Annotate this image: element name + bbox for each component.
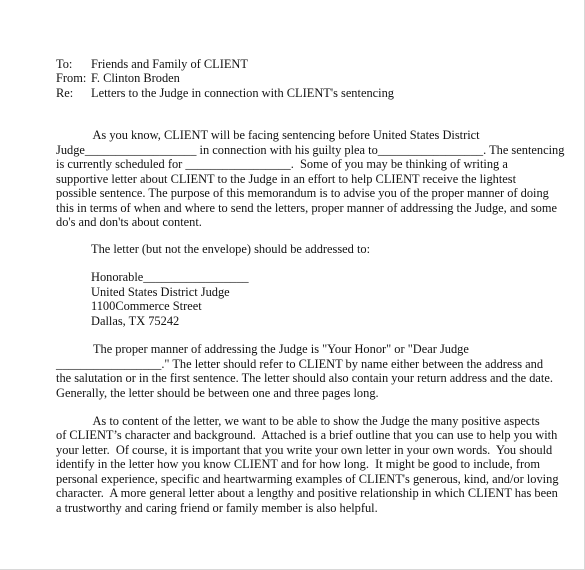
re-label: Re: [56,86,74,100]
paragraph-line: a trustworthy and caring friend or family member is also helpful. [56,501,378,515]
paragraph-line: _________________." The letter should refer to CLIENT by name either between the address and [56,357,544,371]
to-label: To: [56,57,73,71]
paragraph-line: your letter. Of course, it is important that you write your own letter in your own words. You should [56,443,553,457]
from-label: From: [56,71,87,85]
re-value: Letters to the Judge in connection with CLIENT's sentencing [91,86,394,100]
paragraph-line: the salutation or in the first sentence. The letter should also contain your return address and the date. [56,371,553,385]
paragraph-line: possible sentence. The purpose of this memorandum is to advise you of the proper manner of doing [56,186,549,200]
to-value: Friends and Family of CLIENT [91,57,248,71]
address-line: 1100Commerce Street [91,299,202,313]
paragraph-line: As to content of the letter, we want to be able to show the Judge the many positive aspects [56,414,540,428]
paragraph-line: do's and don'ts about content. [56,215,202,229]
paragraph-line: Generally, the letter should be between one and three pages long. [56,386,379,400]
paragraph-address-intro: The letter (but not the envelope) should be addressed to: [91,242,371,256]
address-line: Dallas, TX 75242 [91,314,180,328]
address-line: Honorable_________________ [91,270,249,284]
from-value: F. Clinton Broden [91,71,180,85]
paragraph-line: identify in the letter how you know CLIENT and for how long. It might be good to include, from [56,457,540,471]
paragraph-line: is currently scheduled for _________________. Some of you may be thinking of writing a [56,157,508,171]
paragraph-line: character. A more general letter about a lengthy and positive relationship in which CLIENT has been [56,486,558,500]
paragraph-line: As you know, CLIENT will be facing sentencing before United States District [56,128,480,142]
paragraph-line: Judge__________________ in connection with his guilty plea to_________________. The sentencing [56,143,565,157]
paragraph-line: The proper manner of addressing the Judge is "Your Honor" or "Dear Judge [56,342,469,356]
paragraph-line: this in terms of when and where to send the letters, proper manner of addressing the Judge, and some [56,201,557,215]
paragraph-line: supportive letter about CLIENT to the Judge in an effort to help CLIENT receive the lightest [56,172,517,186]
address-line: United States District Judge [91,285,230,299]
paragraph-line: of CLIENT’s character and background. Attached is a brief outline that you can use to help you with [56,428,558,442]
paragraph-line: personal experience, specific and heartwarming examples of CLIENT's generous, kind, and/or loving [56,472,559,486]
